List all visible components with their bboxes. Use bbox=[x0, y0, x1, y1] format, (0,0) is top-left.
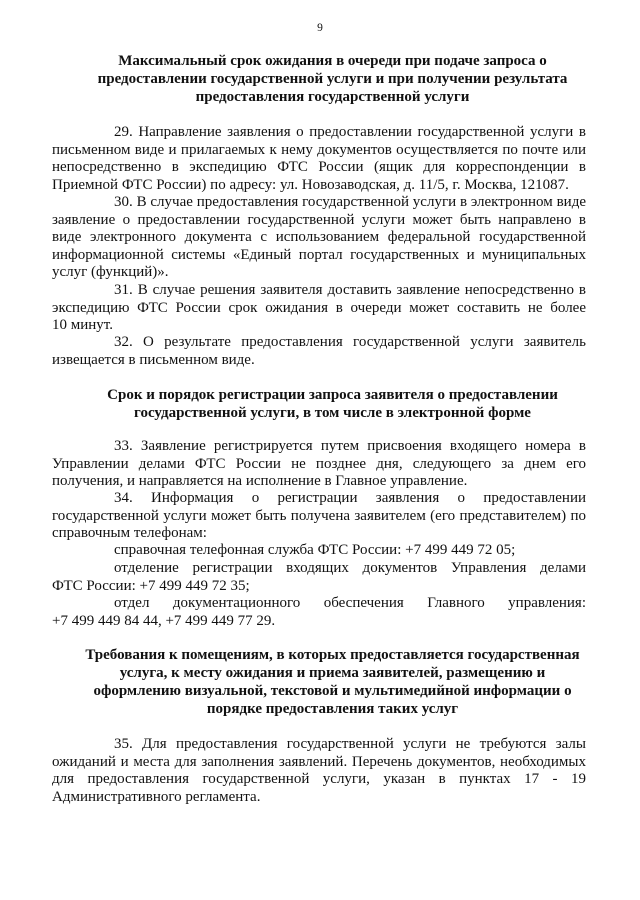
text-line: 30. В случае предоставления государственной услуги в электронном виде bbox=[114, 194, 586, 210]
text-line: 31. В случае решения заявителя доставить заявление непосредственно в bbox=[114, 282, 586, 298]
text-line: непосредственно в экспедицию ФТС России (ящик для корреспонденции в bbox=[52, 159, 586, 175]
text-line: услуг (функций)». bbox=[52, 264, 169, 280]
text-line: экспедицию ФТС России срок ожидания в очереди может составить не более bbox=[52, 299, 586, 316]
heading-line: предоставлении государственной услуги и при получении результата bbox=[97, 71, 568, 87]
text-line: информационной системы «Единый портал государственных и муниципальных bbox=[52, 246, 586, 263]
heading-line: государственной услуги, в том числе в электронной форме bbox=[134, 405, 531, 421]
paragraph-31 bbox=[52, 282, 586, 335]
text-line: виде электронного документа с использованием федеральной государственной bbox=[52, 229, 586, 245]
paragraph-34 bbox=[52, 490, 586, 543]
paragraph-33 bbox=[52, 438, 586, 491]
heading-line: предоставления государственной услуги bbox=[195, 89, 470, 105]
paragraph-29 bbox=[52, 124, 586, 194]
section-heading-waiting-time bbox=[60, 52, 605, 106]
text-line: отделение регистрации входящих документов Управления делами bbox=[114, 560, 586, 576]
heading-line: Требования к помещениям, в которых предоставляется государственная bbox=[85, 647, 580, 663]
text-line: письменном виде и прилагаемых к нему документов осуществляется по почте или bbox=[52, 141, 586, 158]
text-line: получения, и направляется на исполнение в Главное управление. bbox=[52, 473, 468, 489]
section-heading-registration bbox=[60, 386, 605, 422]
text-line: для предоставления государственной услуги, указан в пунктах 17 - 19 bbox=[52, 771, 586, 787]
phone-documentation-department bbox=[52, 595, 586, 630]
paragraph-30 bbox=[52, 194, 586, 282]
text-line: 35. Для предоставления государственной услуги не требуются залы bbox=[114, 736, 586, 752]
text-line: ожиданий и места для заполнения заявлений. Перечень документов, необходимых bbox=[52, 753, 586, 770]
text-line: 34. Информация о регистрации заявления о предоставлении bbox=[114, 490, 586, 506]
text-line: справочным телефонам: bbox=[52, 525, 207, 541]
paragraph-35 bbox=[52, 736, 586, 806]
text-line: +7 499 449 84 44, +7 499 449 77 29. bbox=[52, 612, 276, 629]
text-line: ФТС России: +7 499 449 72 35; bbox=[52, 577, 250, 594]
text-line: Административного регламента. bbox=[52, 788, 261, 805]
heading-line: Срок и порядок регистрации запроса заявителя о предоставлении bbox=[107, 387, 558, 403]
paragraph-32 bbox=[52, 334, 586, 369]
text-line: заявление о предоставлении государственной услуги может быть направлено в bbox=[52, 211, 586, 228]
text-line: 29. Направление заявления о предоставлении государственной услуги в bbox=[114, 124, 586, 140]
text-line: отдел документационного обеспечения Главного управления: bbox=[114, 595, 586, 611]
heading-line: Максимальный срок ожидания в очереди при подаче запроса о bbox=[118, 53, 547, 69]
page-number: 9 bbox=[317, 22, 323, 34]
phone-registration-department bbox=[52, 560, 586, 595]
phone-reference-service bbox=[52, 542, 586, 560]
text-line: справочная телефонная служба ФТС России: +7 499 449 72 05; bbox=[114, 542, 516, 558]
section-heading-premises bbox=[60, 646, 605, 718]
text-line: 10 минут. bbox=[52, 317, 113, 333]
text-line: Управлении делами ФТС России не позднее дня, следующего за днем его bbox=[52, 455, 586, 472]
text-line: Приемной ФТС России) по адресу: ул. Новозаводская, д. 11/5, г. Москва, 121087. bbox=[52, 176, 569, 193]
heading-line: оформлению визуальной, текстовой и мультимедийной информации о bbox=[93, 683, 572, 699]
text-line: государственной услуги может быть получена заявителем (его представителем) по bbox=[52, 507, 586, 524]
text-line: извещается в письменном виде. bbox=[52, 351, 255, 368]
heading-line: порядке предоставления таких услуг bbox=[206, 701, 459, 717]
text-line: 33. Заявление регистрируется путем присвоения входящего номера в bbox=[114, 438, 586, 454]
text-line: 32. О результате предоставления государственной услуги заявитель bbox=[114, 334, 586, 350]
heading-line: услуга, к месту ожидания и приема заявителей, размещению и bbox=[119, 665, 546, 681]
